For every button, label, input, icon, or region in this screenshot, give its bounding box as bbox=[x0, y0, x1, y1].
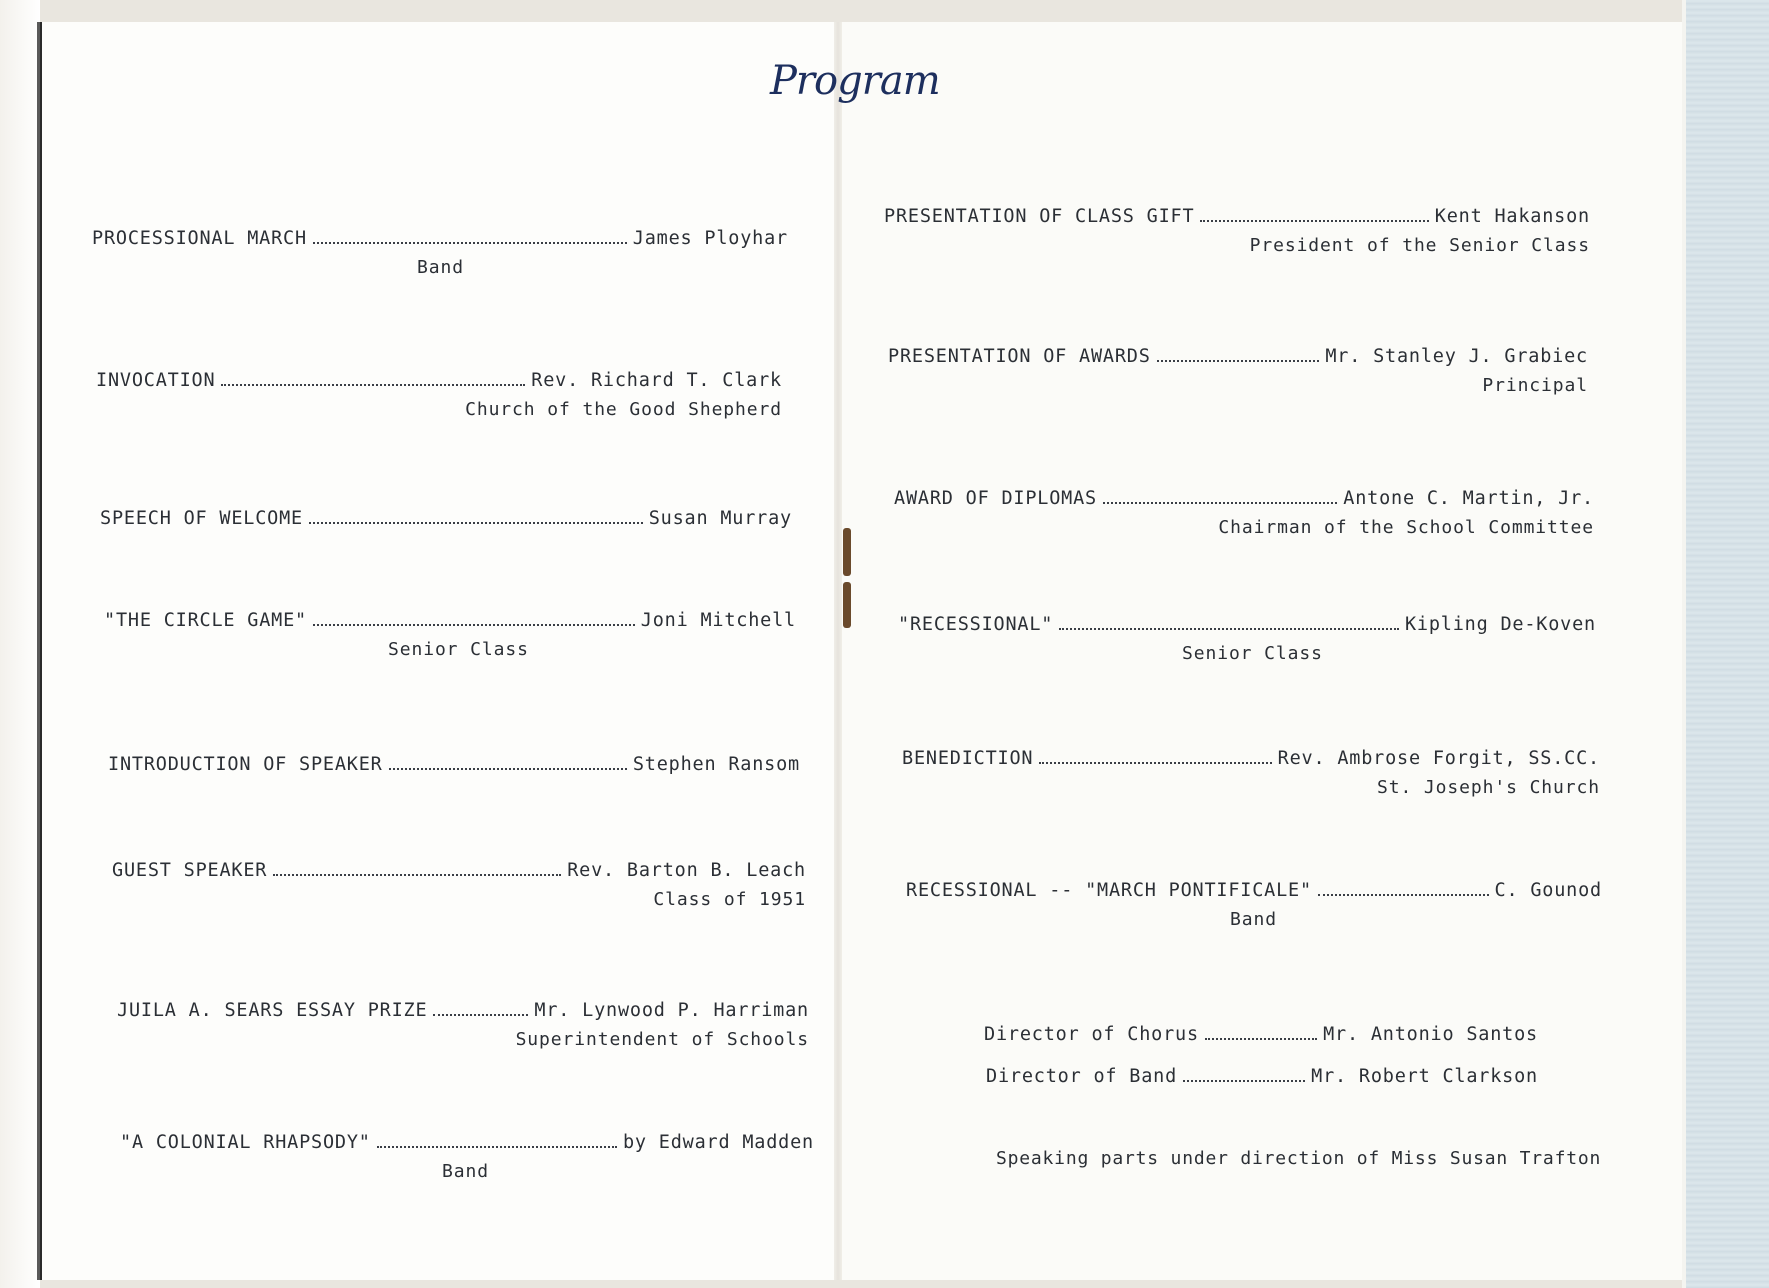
entry-performer: Stephen Ransom bbox=[632, 754, 800, 775]
entry-performer: Rev. Richard T. Clark bbox=[531, 370, 782, 391]
credit-name: Mr. Antonio Santos bbox=[1323, 1024, 1538, 1045]
entry-item: SPEECH OF WELCOME bbox=[100, 508, 303, 529]
entry-item: "A COLONIAL RHAPSODY" bbox=[120, 1132, 371, 1153]
credit-role: Director of Band bbox=[986, 1066, 1178, 1087]
program-entry bbox=[92, 228, 788, 278]
entry-note: Band bbox=[417, 257, 464, 278]
entry-note: Senior Class bbox=[388, 639, 529, 660]
program-entry bbox=[884, 206, 1590, 256]
credit-role: Director of Chorus bbox=[984, 1024, 1199, 1045]
program-entry bbox=[112, 860, 806, 910]
dot-leader bbox=[377, 1146, 617, 1148]
entry-performer: James Ployhar bbox=[632, 228, 788, 249]
entry-note: Superintendent of Schools bbox=[515, 1029, 809, 1050]
dot-leader bbox=[389, 768, 627, 770]
program-entry bbox=[894, 488, 1594, 538]
program-entry bbox=[888, 346, 1588, 396]
entry-item: JUILA A. SEARS ESSAY PRIZE bbox=[117, 1000, 428, 1021]
program-entry bbox=[120, 1132, 814, 1182]
scan-background bbox=[0, 0, 40, 1288]
page-title: Program bbox=[770, 58, 940, 104]
dot-leader bbox=[1318, 894, 1489, 896]
program-entry bbox=[104, 610, 796, 660]
entry-performer: by Edward Madden bbox=[622, 1132, 814, 1153]
program-entry bbox=[117, 1000, 809, 1050]
entry-note: Class of 1951 bbox=[653, 889, 806, 910]
entry-performer: Susan Murray bbox=[648, 508, 792, 529]
entry-performer: Rev. Barton B. Leach bbox=[567, 860, 806, 881]
entry-performer: Rev. Ambrose Forgit, SS.CC. bbox=[1277, 748, 1600, 769]
entry-item: PRESENTATION OF CLASS GIFT bbox=[884, 206, 1195, 227]
entry-item: PROCESSIONAL MARCH bbox=[92, 228, 307, 249]
entry-item: AWARD OF DIPLOMAS bbox=[894, 488, 1097, 509]
entry-note: Chairman of the School Committee bbox=[1218, 517, 1594, 538]
dot-leader bbox=[1205, 1038, 1317, 1040]
program-entry bbox=[108, 754, 800, 775]
entry-performer: Mr. Lynwood P. Harriman bbox=[534, 1000, 809, 1021]
dot-leader bbox=[221, 384, 525, 386]
entry-performer: Joni Mitchell bbox=[640, 610, 796, 631]
credit-name: Mr. Robert Clarkson bbox=[1311, 1066, 1538, 1087]
staple-bottom bbox=[843, 582, 851, 628]
entry-performer: Antone C. Martin, Jr. bbox=[1343, 488, 1594, 509]
dot-leader bbox=[1183, 1080, 1305, 1082]
entry-note: President of the Senior Class bbox=[1249, 235, 1590, 256]
entry-item: RECESSIONAL -- "MARCH PONTIFICALE" bbox=[906, 880, 1312, 901]
entry-note: Church of the Good Shepherd bbox=[465, 399, 782, 420]
entry-note: Band bbox=[1230, 909, 1277, 930]
program-entry bbox=[898, 614, 1596, 664]
credit-line bbox=[986, 1066, 1538, 1087]
program-entry bbox=[902, 748, 1600, 798]
program-entry bbox=[100, 508, 792, 529]
dot-leader bbox=[313, 624, 635, 626]
entry-item: INVOCATION bbox=[96, 370, 216, 391]
entry-performer: Kipling De-Koven bbox=[1404, 614, 1596, 635]
entry-performer: C. Gounod bbox=[1494, 880, 1602, 901]
dot-leader bbox=[433, 1014, 528, 1016]
dot-leader bbox=[1157, 360, 1320, 362]
entry-performer: Kent Hakanson bbox=[1434, 206, 1590, 227]
entry-note: St. Joseph's Church bbox=[1376, 777, 1600, 798]
entry-performer: Mr. Stanley J. Grabiec bbox=[1325, 346, 1588, 367]
entry-note: Senior Class bbox=[1182, 643, 1323, 664]
entry-note: Principal bbox=[1482, 375, 1588, 396]
staple-top bbox=[843, 528, 851, 576]
dot-leader bbox=[1039, 762, 1271, 764]
dot-leader bbox=[313, 242, 627, 244]
entry-item: BENEDICTION bbox=[902, 748, 1034, 769]
cover-strip bbox=[1686, 0, 1769, 1288]
entry-item: GUEST SPEAKER bbox=[112, 860, 268, 881]
dot-leader bbox=[273, 874, 561, 876]
footer-note: Speaking parts under direction of Miss Susan Trafton bbox=[996, 1148, 1602, 1169]
entry-item: "RECESSIONAL" bbox=[898, 614, 1054, 635]
credit-line bbox=[984, 1024, 1538, 1045]
dot-leader bbox=[309, 522, 643, 524]
booklet-spine bbox=[834, 22, 842, 1280]
entry-item: INTRODUCTION OF SPEAKER bbox=[108, 754, 383, 775]
dot-leader bbox=[1103, 502, 1337, 504]
entry-note: Band bbox=[442, 1161, 489, 1182]
program-entry bbox=[96, 370, 782, 420]
program-entry bbox=[906, 880, 1602, 930]
entry-item: "THE CIRCLE GAME" bbox=[104, 610, 307, 631]
dot-leader bbox=[1200, 220, 1428, 222]
entry-item: PRESENTATION OF AWARDS bbox=[888, 346, 1151, 367]
dot-leader bbox=[1059, 628, 1399, 630]
